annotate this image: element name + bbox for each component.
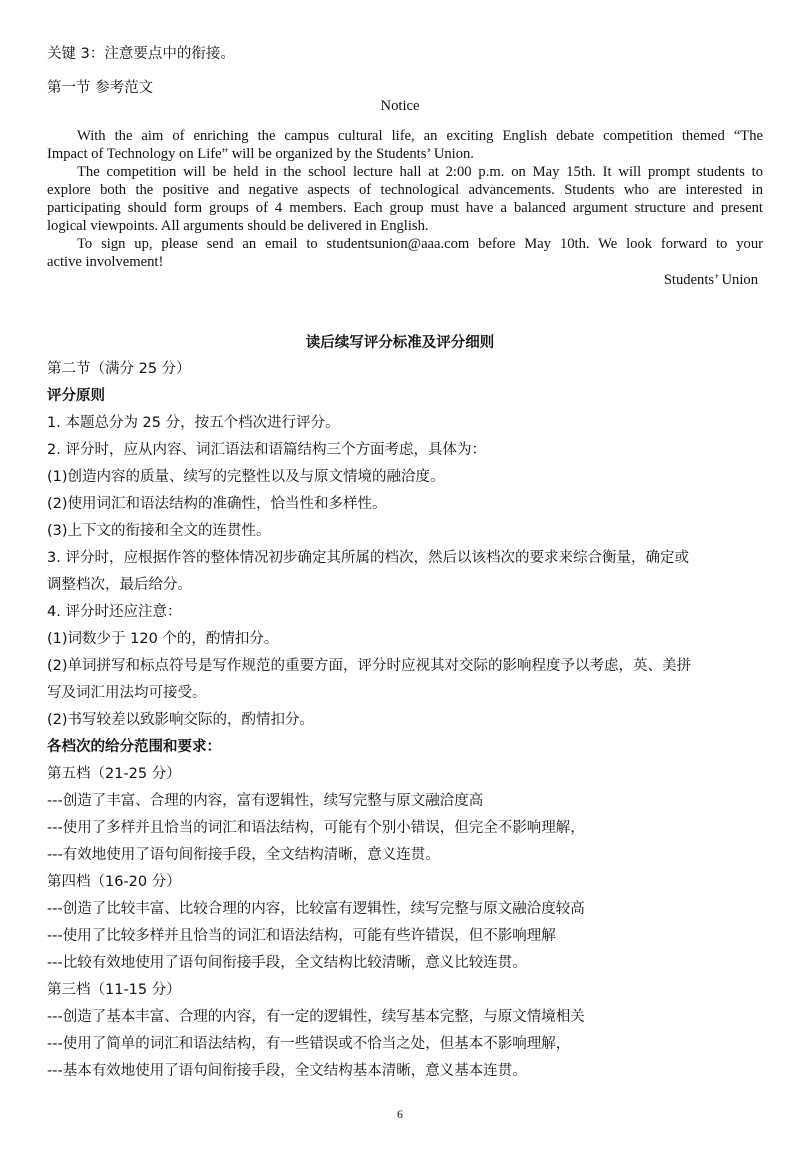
rule-2: 2. 评分时，应从内容、词汇语法和语篇结构三个方面考虑，具体为： — [47, 442, 486, 458]
level-3-item-3: ---基本有效地使用了语句间衔接手段，全文结构基本清晰，意义基本连贯。 — [47, 1063, 527, 1079]
rule-2-item-3: (3)上下文的衔接和全文的连贯性。 — [47, 523, 271, 539]
level-5-item-3: ---有效地使用了语句间衔接手段，全文结构清晰，意义连贯。 — [47, 847, 440, 863]
rule-4-item-2-line-1: (2)单词拼写和标点符号是写作规范的重要方面，评分时应视其对交际的影响程度予以考虑，英、美拼 — [47, 658, 692, 674]
rule-2-item-2: (2)使用词汇和语法结构的准确性，恰当性和多样性。 — [47, 496, 387, 512]
levels-heading: 各档次的给分范围和要求： — [47, 739, 221, 755]
level-4-item-2: ---使用了比较多样并且恰当的词汇和语法结构，可能有些许错误，但不影响理解 — [47, 928, 556, 944]
notice-signature: Students’ Union — [663, 272, 758, 288]
notice-paragraph-2-line-4: logical viewpoints. All arguments should be delivered in English. — [47, 218, 429, 234]
notice-paragraph-3-line-2: active involvement! — [47, 254, 164, 270]
level-5-title: 第五档（21-25 分） — [47, 766, 181, 782]
section-2-title: 第二节（满分 25 分） — [47, 361, 191, 377]
notice-title: Notice — [380, 98, 420, 114]
level-3-title: 第三档（11-15 分） — [47, 982, 181, 998]
level-4-item-3: ---比较有效地使用了语句间衔接手段，全文结构比较清晰，意义比较连贯。 — [47, 955, 527, 971]
level-3-item-1: ---创造了基本丰富、合理的内容，有一定的逻辑性，续写基本完整，与原文情境相关 — [47, 1009, 585, 1025]
level-4-title: 第四档（16-20 分） — [47, 874, 181, 890]
page-number: 6 — [397, 1107, 403, 1121]
level-4-item-1: ---创造了比较丰富、比较合理的内容，比较富有逻辑性，续写完整与原文融洽度较高 — [47, 901, 585, 917]
notice-paragraph-1-line-2: Impact of Technology on Life” will be organized by the Students’ Union. — [47, 146, 474, 162]
rule-4-item-3: (2)书写较差以致影响交际的，酌情扣分。 — [47, 712, 315, 728]
level-5-item-1: ---创造了丰富、合理的内容，富有逻辑性，续写完整与原文融洽度高 — [47, 793, 484, 809]
rule-1: 1. 本题总分为 25 分，按五个档次进行评分。 — [47, 415, 340, 431]
level-3-item-2: ---使用了简单的词汇和语法结构，有一些错误或不恰当之处，但基本不影响理解， — [47, 1036, 571, 1052]
rule-4-item-2-line-2: 写及词汇用法均可接受。 — [47, 685, 207, 701]
notice-paragraph-2-line-1: The competition will be held in the school lecture hall at 2:00 p.m. on May 15th. It will prompt students to — [77, 164, 763, 180]
principles-heading: 评分原则 — [47, 388, 105, 404]
key-point-3: 关键 3：注意要点中的衔接。 — [47, 46, 235, 62]
rule-3-line-1: 3. 评分时，应根据作答的整体情况初步确定其所属的档次，然后以该档次的要求来综合衡量，确定或 — [47, 550, 689, 566]
notice-paragraph-1-line-1: With the aim of enriching the campus cultural life, an exciting English debate competition themed “The — [77, 128, 763, 144]
rule-4-item-1: (1)词数少于 120 个的，酌情扣分。 — [47, 631, 279, 647]
notice-paragraph-2-line-2: explore both the positive and negative aspects of technological advancements. Students who are interested in — [47, 182, 763, 198]
rule-3-line-2: 调整档次，最后给分。 — [47, 577, 192, 593]
notice-paragraph-2-line-3: participating should form groups of 4 members. Each group must have a balanced argument structure and present — [47, 200, 763, 216]
rule-4: 4. 评分时还应注意： — [47, 604, 182, 620]
rubric-title: 读后续写评分标准及评分细则 — [305, 335, 495, 351]
notice-paragraph-3-line-1: To sign up, please send an email to studentsunion@aaa.com before May 10th. We look forward to your — [77, 236, 763, 252]
section-1-title: 第一节 参考范文 — [47, 80, 154, 96]
rule-2-item-1: (1)创造内容的质量、续写的完整性以及与原文情境的融洽度。 — [47, 469, 445, 485]
level-5-item-2: ---使用了多样并且恰当的词汇和语法结构，可能有个别小错误，但完全不影响理解， — [47, 820, 585, 836]
